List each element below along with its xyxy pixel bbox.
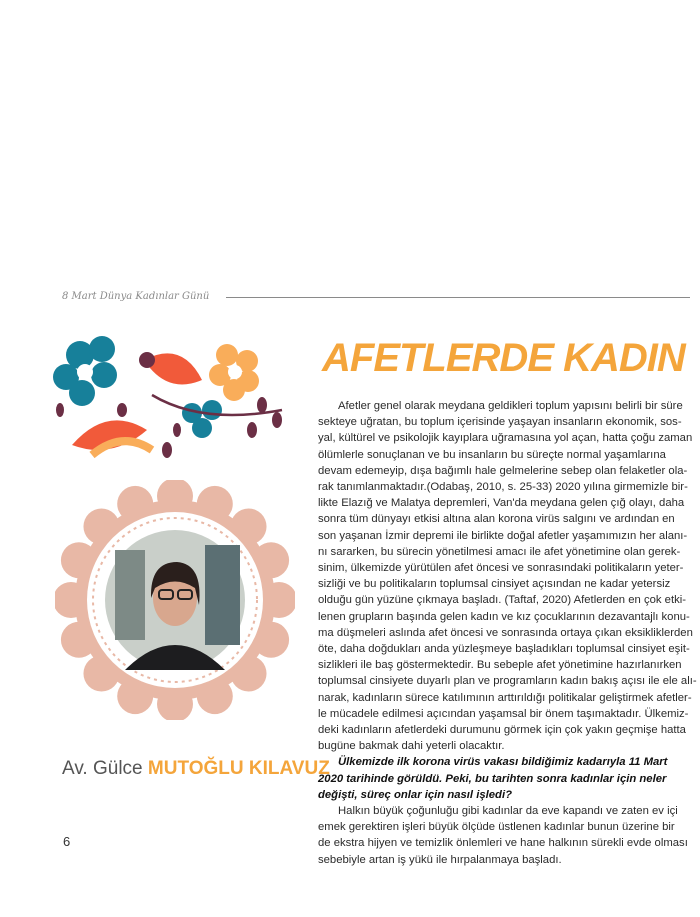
body-line: Halkın büyük çoğunluğu gibi kadınlar da eve kapandı ve zaten ev içi: [338, 805, 678, 818]
body-line: lenen grupların başında gelen kadın ve kız çocuklarının dezavantajlı konu-: [318, 610, 690, 623]
article-body: [318, 398, 697, 868]
body-line: sebebiyle artan iş yükü ile hırpalanmaya başladı.: [318, 853, 562, 866]
body-line: Afetler genel olarak meydana geldikleri toplum yapısını belirli bir süre: [338, 400, 683, 412]
header-rule: [226, 297, 690, 298]
article-title: AFETLERDE KADIN: [322, 336, 685, 380]
body-line: likte Elazığ ve Malatya depremleri, Van'da meydana gelen çığ olayı, daha: [318, 497, 685, 510]
body-line: sekteye uğratan, bu toplum içerisinde yaşayan insanların ekonomik, sos-: [318, 416, 682, 429]
body-line: son yaşanan İzmir depremi ile birlikte doğal afetler yaşamımızın her alanı-: [318, 529, 688, 542]
body-line: Ülkemizde ilk korona virüs vakası bildiğimiz kadarıyla 11 Mart: [338, 756, 668, 769]
author-last-name: MUTOĞLU KILAVUZ: [147, 758, 330, 779]
page-number: 6: [63, 834, 71, 849]
body-line: nı sararken, bu sürecin yönetilmesi amacı ile afet yönetimine olan gerek-: [318, 545, 681, 558]
body-line: olduğu gün yüzüne çıkmaya başladı. (Taftaf, 2020) Afetlerden en çok etki-: [318, 594, 686, 607]
body-line: sonra tüm dünyayı etkisi altına alan korona virüs salgını ve ardından en: [318, 513, 675, 526]
body-line: deki kadınların afetlerdeki durumunu görmek için çok yakın geçmişe hatta: [318, 724, 686, 737]
body-line: öte, daha doğdukları anda yüzleşmeye başladıkları toplumsal cinsiyet eşit-: [318, 643, 690, 656]
body-line: bugüne bakmak dahi yeterli olacaktır.: [318, 740, 505, 753]
body-line: narak, kadınların sürece katılımının arttırıldığı politikalar geliştirmek afetler-: [318, 691, 692, 704]
body-line: sizlikleri ile baş göstermektedir. Bu sebeple afet yönetimine hazırlanırken: [318, 659, 682, 672]
body-line: ma düşmeleri aslında afet öncesi ve sonrasında ortaya çıkan eksikliklerden: [318, 626, 693, 639]
body-line: devam edemeyip, dışa bağımlı hale gelmelerine sebep olan felaketler ola-: [318, 464, 688, 477]
body-line: de ekstra hijyen ve temizlik önlemleri ve hane halkının sürekli evde olması: [318, 837, 688, 850]
body-line: 2020 tarihinde görüldü. Peki, bu tarihten sonra kadınlar için neler: [318, 772, 667, 785]
portrait-frame: [55, 480, 295, 720]
body-line: sinim, ülkemizde yürütülen afet öncesi ve sonrasındaki politikaların yeter-: [318, 562, 684, 575]
body-line: sizliği ve bu politikaların toplumsal cinsiyet açısından ne kadar yetersiz: [318, 578, 671, 591]
author-first-name: Av. Gülce: [62, 758, 143, 779]
author-name: [62, 758, 330, 780]
body-line: değişti, süreç onlar için nasıl işledi?: [318, 788, 512, 801]
floral-illustration: [52, 335, 292, 475]
body-line: emek gerektiren işleri büyük ölçüde üstlenen kadınlar bunun üzerine bir: [318, 821, 675, 834]
body-line: yal, kültürel ve psikolojik kayıplara uğramasına yol açan, hatta çoğu zaman: [318, 432, 693, 445]
body-line: toplumsal cinsiyete duyarlı plan ve programların kadın bakış açısı ile ele alı-: [318, 675, 697, 688]
body-line: rak tanımlanmaktadır.(Odabaş, 2010, s. 25-33) 2020 yılına girmemizle bir-: [318, 481, 688, 494]
body-line: ölümlerle sonuçlanan ve bu insanların bu süreçte normal yaşamlarına: [318, 448, 666, 461]
body-line: le mücadele edilmesi açıcından yaşamsal bir önem taşımaktadır. Ülkemiz-: [318, 707, 689, 720]
running-header: 8 Mart Dünya Kadınlar Günü: [62, 291, 210, 302]
